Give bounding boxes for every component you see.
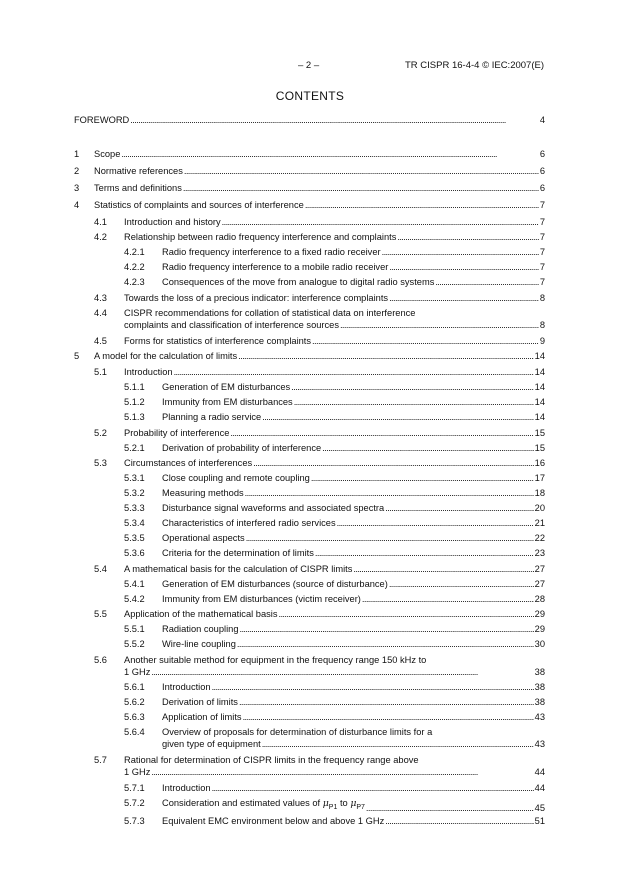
- toc-entry-number: 5: [74, 351, 80, 361]
- toc-entry-title: Measuring methods: [162, 488, 244, 498]
- toc-entry-number: 5.1.2: [124, 397, 145, 407]
- toc-entry-title-line: Another suitable method for equipment in the frequency range 150 kHz to: [124, 655, 427, 665]
- toc-entry-page: 45: [534, 802, 545, 813]
- toc-entry-number: 4.5: [94, 336, 107, 346]
- toc-entry-page: 7: [539, 277, 545, 287]
- toc-entry-page: 14: [534, 351, 545, 361]
- toc-entry-title-line: CISPR recommendations for collation of statistical data on interference: [124, 308, 416, 318]
- mu-symbol: $\mu_{P1}$: [322, 798, 338, 811]
- toc-entry-number: 4.3: [94, 293, 107, 303]
- toc-entry-title: Generation of EM disturbances (source of disturbance): [162, 579, 388, 589]
- document-reference: TR CISPR 16-4-4 © IEC:2007(E): [405, 60, 544, 71]
- toc-entry-page: 7: [539, 262, 545, 272]
- toc-entry-number: 4.2: [94, 232, 107, 242]
- toc-entry-page: 7: [539, 200, 545, 210]
- toc-entry-title: Radiation coupling: [162, 624, 239, 634]
- toc-entry-page: 27: [534, 564, 545, 574]
- toc-entry-page: 22: [534, 533, 545, 543]
- toc-entry-page: 17: [534, 473, 545, 483]
- toc-entry-page: 4: [539, 115, 545, 125]
- toc-entry-title: Operational aspects: [162, 533, 245, 543]
- toc-entry-title: Probability of interference: [124, 428, 230, 438]
- toc-entry-page: 16: [534, 458, 545, 468]
- toc-entry-title: Immunity from EM disturbances: [162, 397, 293, 407]
- toc-entry-title: Immunity from EM disturbances (victim receiver): [162, 594, 361, 604]
- page-number: – 2 –: [298, 60, 320, 71]
- toc-entry-number: 5.5.1: [124, 624, 145, 634]
- toc-entry-title: FOREWORD: [74, 115, 130, 125]
- toc-entry-page: 6: [539, 166, 545, 176]
- toc-entry-title: Radio frequency interference to a fixed radio receiver: [162, 247, 381, 257]
- toc-entry-number: 5.7: [94, 755, 107, 765]
- toc-entry-title: Wire-line coupling: [162, 639, 236, 649]
- toc-entry-page: 21: [534, 518, 545, 528]
- toc-entry-title-line: complaints and classification of interference sources: [124, 320, 339, 330]
- toc-entry-number: 5.3.3: [124, 503, 145, 513]
- toc-entry-page: 29: [534, 609, 545, 619]
- toc-entry-number: 5.2.1: [124, 443, 145, 453]
- toc-entry-title: Towards the loss of a precious indicator: interference complaints: [124, 293, 389, 303]
- mu-symbol: $\mu_{P7}$: [350, 798, 365, 811]
- toc-entry-title: Application of the mathematical basis: [124, 609, 278, 619]
- toc-entry-title: Close coupling and remote coupling: [162, 473, 310, 483]
- toc-entry-title: Criteria for the determination of limits: [162, 548, 314, 558]
- toc-entry-number: 4.2.1: [124, 247, 145, 257]
- toc-entry-number: 4.1: [94, 217, 107, 227]
- toc-entry-title: Forms for statistics of interference complaints: [124, 336, 312, 346]
- toc-entry-page: 8: [539, 320, 545, 330]
- toc-entry-title: Introduction: [162, 783, 211, 793]
- toc-entry-page: 7: [539, 232, 545, 242]
- toc-entry-title: Planning a radio service: [162, 412, 262, 422]
- toc-entry-page: 6: [539, 183, 545, 193]
- toc-entry-title-line: 1 GHz: [124, 667, 151, 677]
- toc-entry-title: Relationship between radio frequency interference and complaints: [124, 232, 397, 242]
- toc-entry-page: 51: [534, 816, 545, 826]
- toc-entry-title: Derivation of limits: [162, 697, 238, 707]
- toc-entry-page: 15: [534, 443, 545, 453]
- toc-entry-number: 5.6.2: [124, 697, 145, 707]
- toc-entry-page: 44: [534, 783, 545, 793]
- toc-entry-number: 4.4: [94, 308, 107, 318]
- toc-entry-title: Radio frequency interference to a mobile radio receiver: [162, 262, 389, 272]
- toc-entry-title: Introduction and history: [124, 217, 221, 227]
- toc-entry-page: 14: [534, 382, 545, 392]
- toc-entry-number: 5.6.4: [124, 727, 145, 737]
- toc-entry-title: Disturbance signal waveforms and associated spectra: [162, 503, 385, 513]
- toc-entry-number: 5.7.3: [124, 816, 145, 826]
- toc-entry-page: 44: [534, 767, 545, 777]
- toc-entry-page: 23: [534, 548, 545, 558]
- toc-entry-number: 5.2: [94, 428, 107, 438]
- toc-entry-title: Application of limits: [162, 712, 242, 722]
- toc-entry-number: 5.4.1: [124, 579, 145, 589]
- toc-entry-page: 43: [534, 739, 545, 749]
- toc-entry-number: 5.4.2: [124, 594, 145, 604]
- toc-entry-page: 14: [534, 367, 545, 377]
- toc-entry-page: 9: [539, 336, 545, 346]
- toc-entry-number: 1: [74, 149, 80, 159]
- toc-entry-number: 5.6: [94, 655, 107, 665]
- page-header: [0, 60, 620, 74]
- toc-entry-page: 14: [534, 412, 545, 422]
- toc-entry-title: Generation of EM disturbances: [162, 382, 291, 392]
- toc-entry-number: 5.3.1: [124, 473, 145, 483]
- toc-entry-number: 5.5: [94, 609, 107, 619]
- toc-entry-number: 5.6.1: [124, 682, 145, 692]
- toc-entry-number: 5.7.1: [124, 783, 145, 793]
- toc-entry-title: Introduction: [124, 367, 173, 377]
- toc-entry-title: Consideration and estimated values of $\mu_{P1}$ to $\mu_{P7}$: [162, 798, 365, 811]
- toc-entry-title: Equivalent EMC environment below and above 1 GHz: [162, 816, 385, 826]
- toc-entry-title: Terms and definitions: [94, 183, 182, 193]
- toc-entry-page: 38: [534, 682, 545, 692]
- toc-entry-number: 5.3.6: [124, 548, 145, 558]
- toc-entry-page: 43: [534, 712, 545, 722]
- toc-entry-title: Normative references: [94, 166, 183, 176]
- toc-entry-number: 5.6.3: [124, 712, 145, 722]
- toc-entry-page: 27: [534, 579, 545, 589]
- toc-entry-title: Scope: [94, 149, 121, 159]
- toc-entry-page: 28: [534, 594, 545, 604]
- toc-entry-number: 2: [74, 166, 80, 176]
- toc-entry-page: 7: [539, 217, 545, 227]
- toc-entry-number: 5.1.3: [124, 412, 145, 422]
- toc-entry-number: 5.5.2: [124, 639, 145, 649]
- toc-entry-title: Consequences of the move from analogue to digital radio systems: [162, 277, 435, 287]
- toc-entry-page: 29: [534, 624, 545, 634]
- toc-entry-number: 3: [74, 183, 80, 193]
- toc-entry-number: 5.3: [94, 458, 107, 468]
- toc-entry-page: 6: [539, 149, 545, 159]
- toc-entry-page: 20: [534, 503, 545, 513]
- toc-entry-number: 4.2.2: [124, 262, 145, 272]
- toc-entry-page: 8: [539, 293, 545, 303]
- toc-entry-page: 7: [539, 247, 545, 257]
- toc-entry-title: Introduction: [162, 682, 211, 692]
- toc-entry-number: 5.1.1: [124, 382, 145, 392]
- toc-entry-number: 5.3.2: [124, 488, 145, 498]
- toc-entry-title: Characteristics of interfered radio services: [162, 518, 336, 528]
- toc-entry-title: Derivation of probability of interference: [162, 443, 322, 453]
- toc-entry-page: 14: [534, 397, 545, 407]
- toc-entry-number: 4: [74, 200, 80, 210]
- toc-entry-title-line: 1 GHz: [124, 767, 151, 777]
- toc-entry-title: Statistics of complaints and sources of interference: [94, 200, 304, 210]
- contents-heading: CONTENTS: [275, 89, 345, 103]
- toc-entry-number: 5.4: [94, 564, 107, 574]
- toc-entry-title: Circumstances of interferences: [124, 458, 253, 468]
- toc-entry-number: 5.1: [94, 367, 107, 377]
- toc-entry-page: 30: [534, 639, 545, 649]
- toc-entry-number: 5.7.2: [124, 798, 145, 808]
- toc-entry-title-line: given type of equipment: [162, 739, 261, 749]
- toc-entry-number: 4.2.3: [124, 277, 145, 287]
- toc-entry-page: 15: [534, 428, 545, 438]
- toc-entry-number: 5.3.4: [124, 518, 145, 528]
- toc-entry-title: A mathematical basis for the calculation of CISPR limits: [124, 564, 353, 574]
- toc-entry-number: 5.3.5: [124, 533, 145, 543]
- toc-entry-title-line: Rational for determination of CISPR limits in the frequency range above: [124, 755, 419, 765]
- toc-entry-page: 38: [534, 697, 545, 707]
- toc-entry-title-line: Overview of proposals for determination of disturbance limits for a: [162, 727, 433, 737]
- toc-entry-page: 18: [534, 488, 545, 498]
- toc-entry-title: A model for the calculation of limits: [94, 351, 238, 361]
- toc-entry-page: 38: [534, 667, 545, 677]
